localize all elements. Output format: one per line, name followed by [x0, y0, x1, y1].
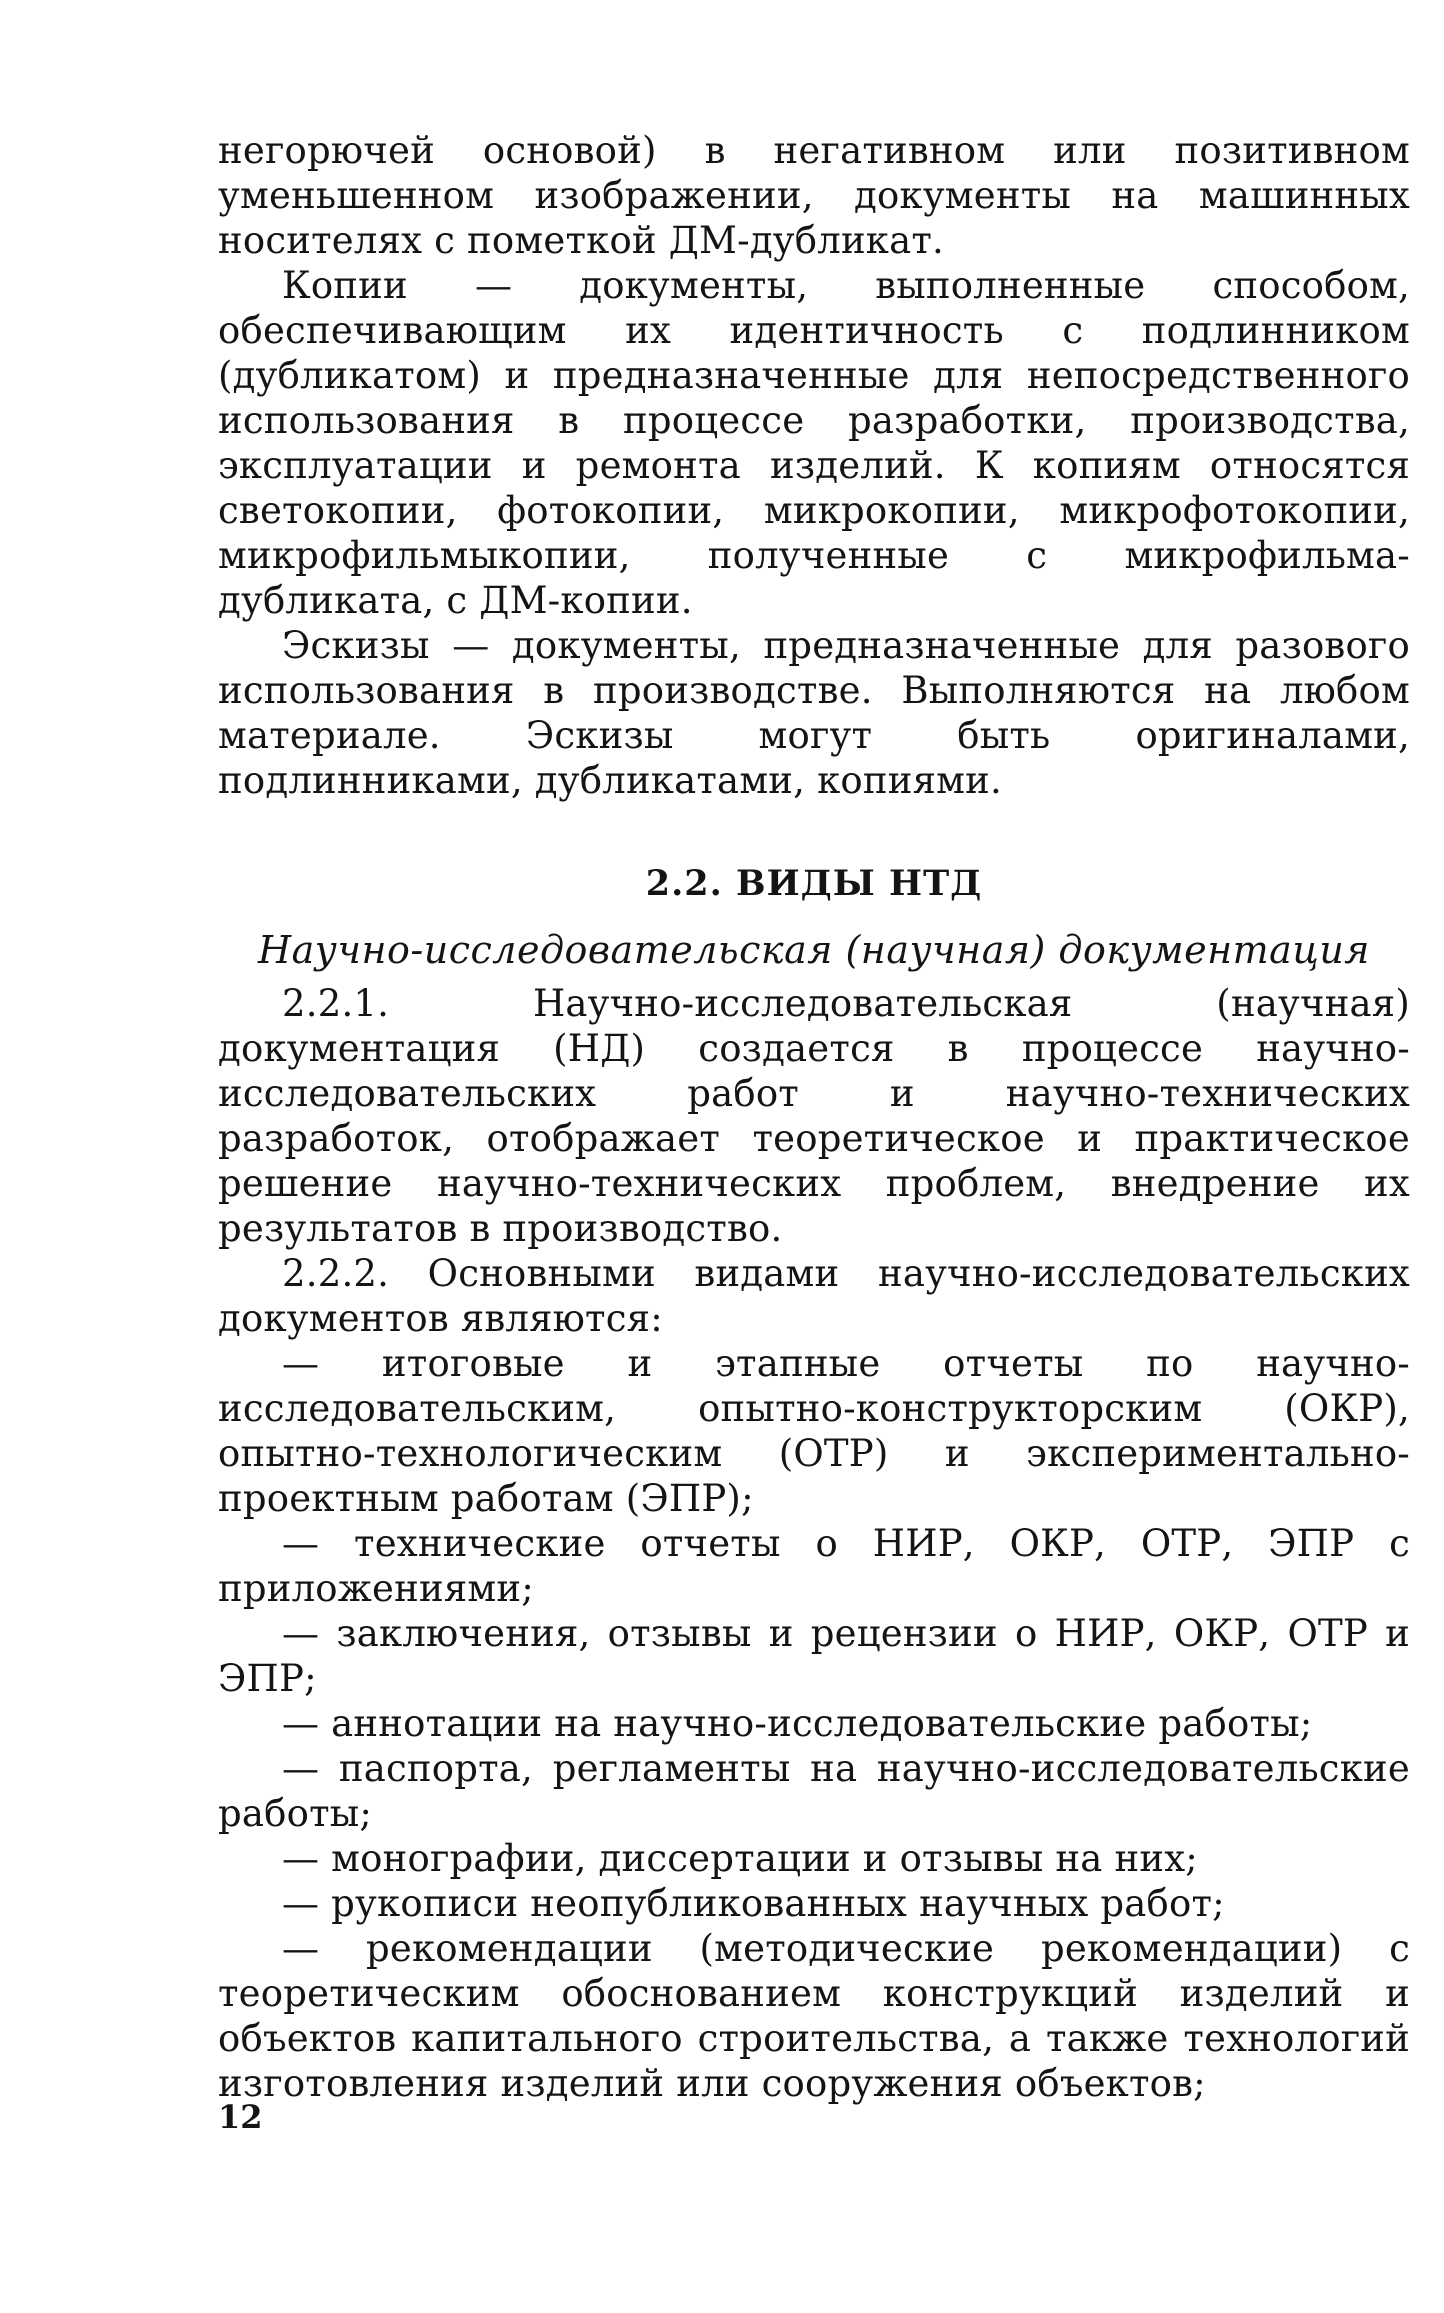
paragraph-sketches: Эскизы — документы, предназначенные для разового использования в производстве. Выполняются на любом материале. Эскизы могут быть оригиналами, подлинниками, дубликатами, копиями.	[218, 624, 1410, 802]
list-item: — рукописи неопубликованных научных работ;	[282, 1882, 1225, 1925]
list-item: — итоговые и этапные отчеты по научно-исследовательским, опытно-конструкторским (ОКР), опытно-технологическим (ОТР) и экспериментально-проектным работам (ЭПР);	[218, 1342, 1410, 1520]
section-subheading: Научно-исследовательская (научная) документация	[258, 928, 1370, 972]
list-item: — аннотации на научно-исследовательские работы;	[282, 1702, 1313, 1745]
list-item: — заключения, отзывы и рецензии о НИР, ОКР, ОТР и ЭПР;	[218, 1612, 1410, 1700]
list-item: — технические отчеты о НИР, ОКР, ОТР, ЭПР с приложениями;	[218, 1522, 1410, 1610]
paragraph-2-2-1: 2.2.1. Научно-исследовательская (научная) документация (НД) создается в процессе научно-исследовательских работ и научно-технических разработок, отображает теоретическое и практическое решение научно-технических проблем, внедрение их результатов в производство.	[218, 982, 1410, 1250]
list-item: — рекомендации (методические рекомендации) с теоретическим обоснованием конструкций изделий и объектов капитального строительства, а также технологий изготовления изделий или сооружения объектов;	[218, 1927, 1410, 2105]
paragraph-continuation: негорючей основой) в негативном или позитивном уменьшенном изображении, документы на машинных носителях с пометкой ДМ-дубликат.	[218, 129, 1410, 262]
list-item: — паспорта, регламенты на научно-исследовательские работы;	[218, 1747, 1410, 1835]
paragraph-copies: Копии — документы, выполненные способом, обеспечивающим их идентичность с подлинником (дубликатом) и предназначенные для непосредственного использования в процессе разработки, производства, эксплуатации и ремонта изделий. К копиям относятся светокопии, фотокопии, микрокопии, микрофотокопии, микрофильмыкопии, полученные с микрофильма-дубликата, с ДМ-копии.	[218, 264, 1410, 622]
page-number: 12	[218, 2098, 263, 2136]
paragraph-2-2-2: 2.2.2. Основными видами научно-исследовательских документов являются:	[218, 1252, 1410, 1340]
section-heading: 2.2. ВИДЫ НТД	[645, 863, 983, 904]
list-item: — монографии, диссертации и отзывы на них;	[282, 1837, 1198, 1880]
page-body	[218, 128, 1410, 2106]
